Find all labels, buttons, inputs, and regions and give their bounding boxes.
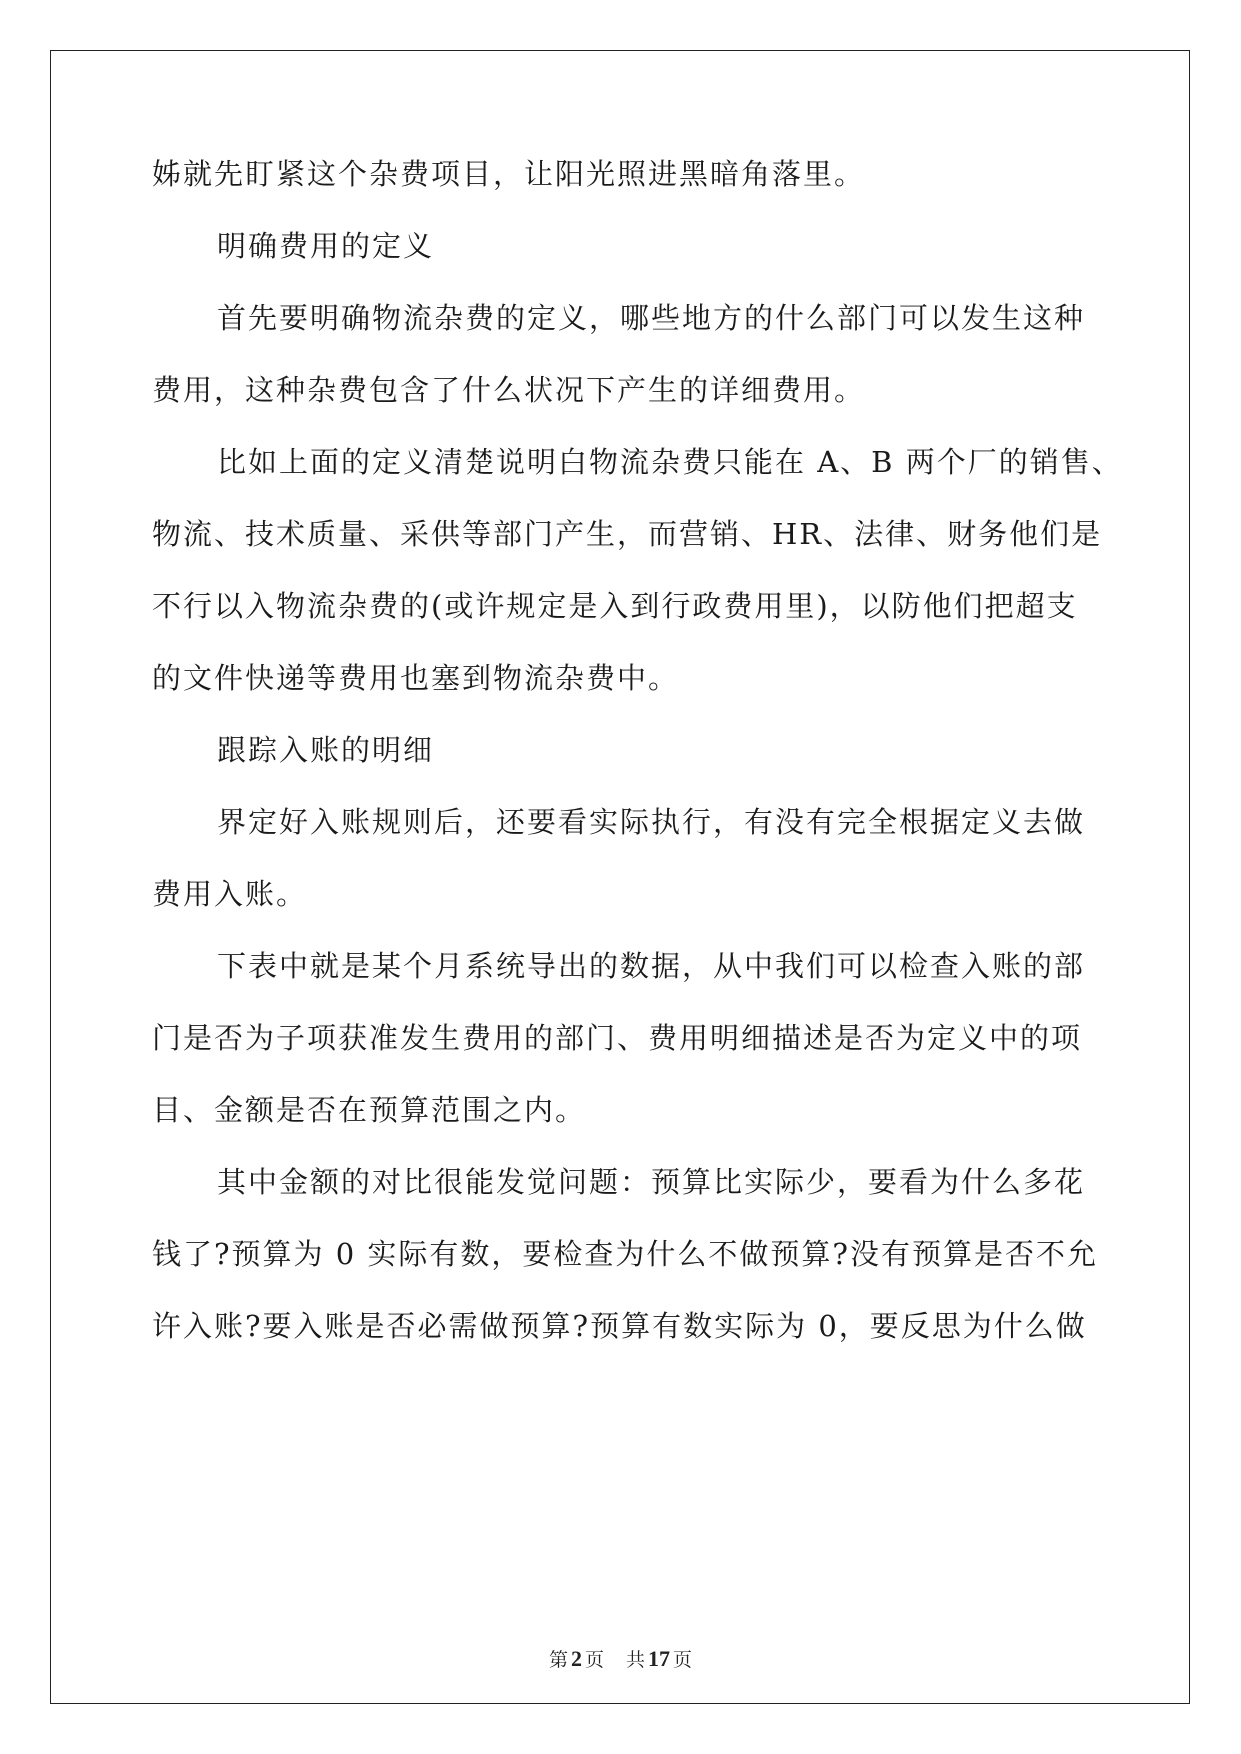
text-line: 不行以入物流杂费的(或许规定是入到行政费用里)，以防他们把超支 (152, 589, 1078, 623)
section-heading: 跟踪入账的明细 (217, 733, 435, 767)
footer-total-unit: 页 (673, 1649, 693, 1671)
total-pages-number: 17 (648, 1646, 671, 1671)
text-line: 费用入账。 (152, 877, 308, 911)
footer-total-prefix: 共 (626, 1649, 646, 1671)
text-line: 比如上面的定义清楚说明白物流杂费只能在 A、B 两个厂的销售、 (217, 445, 1123, 479)
current-page-number: 2 (570, 1646, 582, 1671)
text-line: 费用，这种杂费包含了什么状况下产生的详细费用。 (152, 373, 866, 407)
footer-page-unit: 页 (584, 1649, 604, 1671)
footer-prefix: 第 (548, 1649, 568, 1671)
text-line: 首先要明确物流杂费的定义，哪些地方的什么部门可以发生这种 (217, 301, 1086, 335)
text-line: 下表中就是某个月系统导出的数据，从中我们可以检查入账的部 (217, 949, 1086, 983)
page-footer (0, 1647, 1241, 1672)
section-heading: 明确费用的定义 (217, 229, 435, 263)
text-line: 姊就先盯紧这个杂费项目，让阳光照进黑暗角落里。 (152, 157, 866, 191)
text-line: 门是否为子项获准发生费用的部门、费用明细描述是否为定义中的项 (152, 1021, 1083, 1055)
text-line: 其中金额的对比很能发觉问题：预算比实际少，要看为什么多花 (217, 1165, 1086, 1199)
text-line: 界定好入账规则后，还要看实际执行，有没有完全根据定义去做 (217, 805, 1086, 839)
text-line: 目、金额是否在预算范围之内。 (152, 1093, 587, 1127)
text-line: 许入账?要入账是否必需做预算?预算有数实际为 0，要反思为什么做 (152, 1309, 1087, 1343)
text-line: 钱了?预算为 0 实际有数，要检查为什么不做预算?没有预算是否不允 (152, 1237, 1098, 1271)
text-line: 物流、技术质量、采供等部门产生，而营销、HR、法律、财务他们是 (152, 517, 1103, 551)
text-line: 的文件快递等费用也塞到物流杂费中。 (152, 661, 680, 695)
